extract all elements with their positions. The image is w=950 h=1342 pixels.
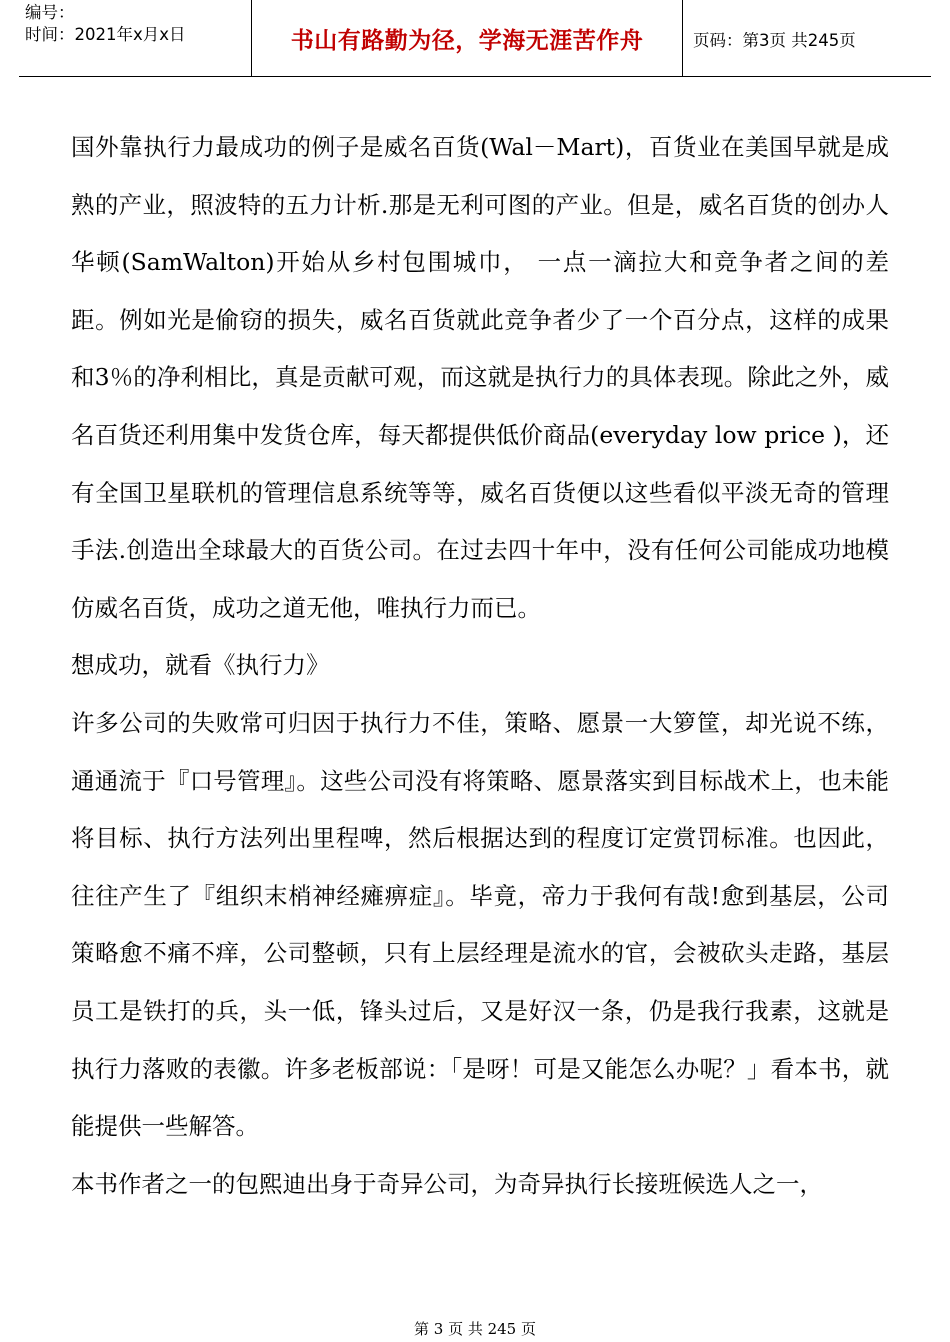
header-meta — [19, 0, 252, 77]
paragraph-1: 国外靠执行力最成功的例子是威名百货(Wal－Mart)，百货业在美国早就是成熟的产业，照波特的五力计析.那是无利可图的产业。但是，威名百货的创办人华顿(SamWalton)开始从乡村包围城巾， 一点一滴拉大和竞争者之间的差距。例如光是偷窃的损失，威名百货就此竞争者少了一个百分点，这样的成果和3％的净利相比，真是贡献可观，而这就是执行力的具体表现。除此之外，威名百货还利用集中发货仓库，每天都提供低价商品(everyday low price )，还有全国卫星联机的管理信息系统等等，威名百货便以这些看似平淡无奇的管理手法.创造出全球最大的百货公司。在过去四十年中，没有任何公司能成功地模仿威名百货，成功之道无他，唯执行力而已。 — [71, 133, 889, 622]
page-footer: 第 3 页 共 245 页 — [413, 1320, 536, 1338]
page-header — [19, 0, 931, 77]
time-label: 时间：2021年x月x日 — [25, 25, 186, 44]
header-motto: 书山有路勤为径，学海无涯苦作舟 — [252, 0, 683, 77]
paragraph-3: 本书作者之一的包熙迪出身于奇异公司，为奇异执行长接班候选人之一， — [71, 1169, 823, 1198]
paragraph-2: 许多公司的失败常可归因于执行力不佳，策略、愿景一大箩筐，却光说不练，通通流于『口号管理』。这些公司没有将策略、愿景落实到目标战术上，也未能将目标、执行方法列出里程啤，然后根据达到的程度订定赏罚标准。也因此，往往产生了『组织末梢神经瘫痹症』。毕竟，帝力于我何有哉!愈到基层，公司策略愈不痛不痒，公司整顿，只有上层经理是流水的官，会被砍头走路，基层员工是铁打的兵，头一低，锋头过后，又是好汉一条，仍是我行我素，这就是执行力落败的表徽。许多老板部说：「是呀！可是又能怎么办呢？」看本书，就能提供一些解答。 — [71, 708, 889, 1141]
number-label: 编号： — [25, 3, 75, 22]
header-page-info: 页码：第3页 共245页 — [693, 30, 856, 50]
document-body — [64, 119, 889, 1213]
paragraph-heading: 想成功，就看《执行力》 — [71, 651, 330, 680]
